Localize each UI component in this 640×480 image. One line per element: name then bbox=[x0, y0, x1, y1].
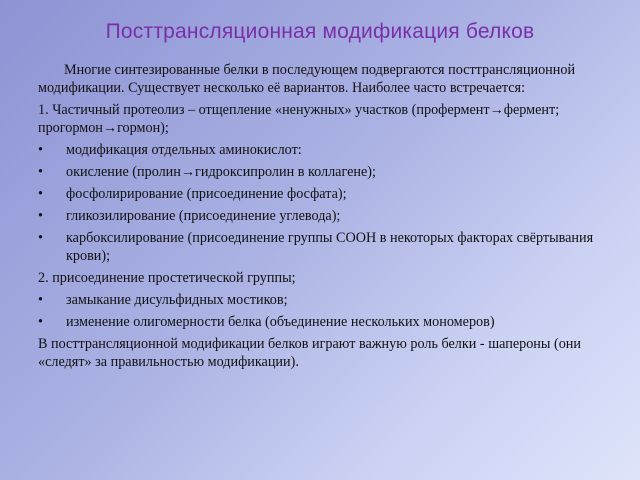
bullet-item bbox=[38, 291, 613, 309]
slide-body bbox=[38, 61, 613, 375]
bullet-item bbox=[38, 313, 613, 331]
bullet-text: фосфолирирование (присоединение фосфата); bbox=[66, 186, 347, 202]
bullet-icon: • bbox=[38, 164, 43, 180]
bullet-item bbox=[38, 163, 613, 181]
bullet-text: окисление (пролин→гидроксипролин в коллагене); bbox=[66, 164, 376, 180]
bullet-text: изменение олигомерности белка (объединение нескольких мономеров) bbox=[66, 314, 495, 330]
list-item-2: 2. присоединение простетической группы; bbox=[38, 270, 296, 286]
list-item-1: 1. Частичный протеолиз – отщепление «ненужных» участков (профермент→фермент; прогормон→гормон); bbox=[38, 102, 560, 136]
bullet-item bbox=[38, 185, 613, 203]
bullet-icon: • bbox=[38, 186, 43, 202]
slide-title: Посттрансляционная модификация белков bbox=[105, 20, 535, 43]
bullet-item bbox=[38, 207, 613, 225]
bullet-item bbox=[38, 229, 613, 265]
bullet-text: модификация отдельных аминокислот: bbox=[66, 142, 302, 158]
bullet-text: гликозилирование (присоединение углевода); bbox=[66, 208, 341, 224]
bullet-text: карбоксилирование (присоединение группы СООН в некоторых факторах свёртывания крови); bbox=[66, 230, 594, 264]
conclusion-paragraph: В посттрансляционной модификации белков играют важную роль белки - шапероны (они «следят» за правильностью модификации). bbox=[38, 336, 581, 370]
bullet-icon: • bbox=[38, 292, 43, 308]
bullet-item bbox=[38, 141, 613, 159]
bullet-icon: • bbox=[38, 230, 43, 246]
intro-paragraph: Многие синтезированные белки в последующем подвергаются посттрансляционной модификации. Существует несколько её вариантов. Наиболее часто встречается: bbox=[38, 62, 576, 96]
bullet-icon: • bbox=[38, 314, 43, 330]
bullet-icon: • bbox=[38, 142, 43, 158]
bullet-icon: • bbox=[38, 208, 43, 224]
bullet-text: замыкание дисульфидных мостиков; bbox=[66, 292, 288, 308]
